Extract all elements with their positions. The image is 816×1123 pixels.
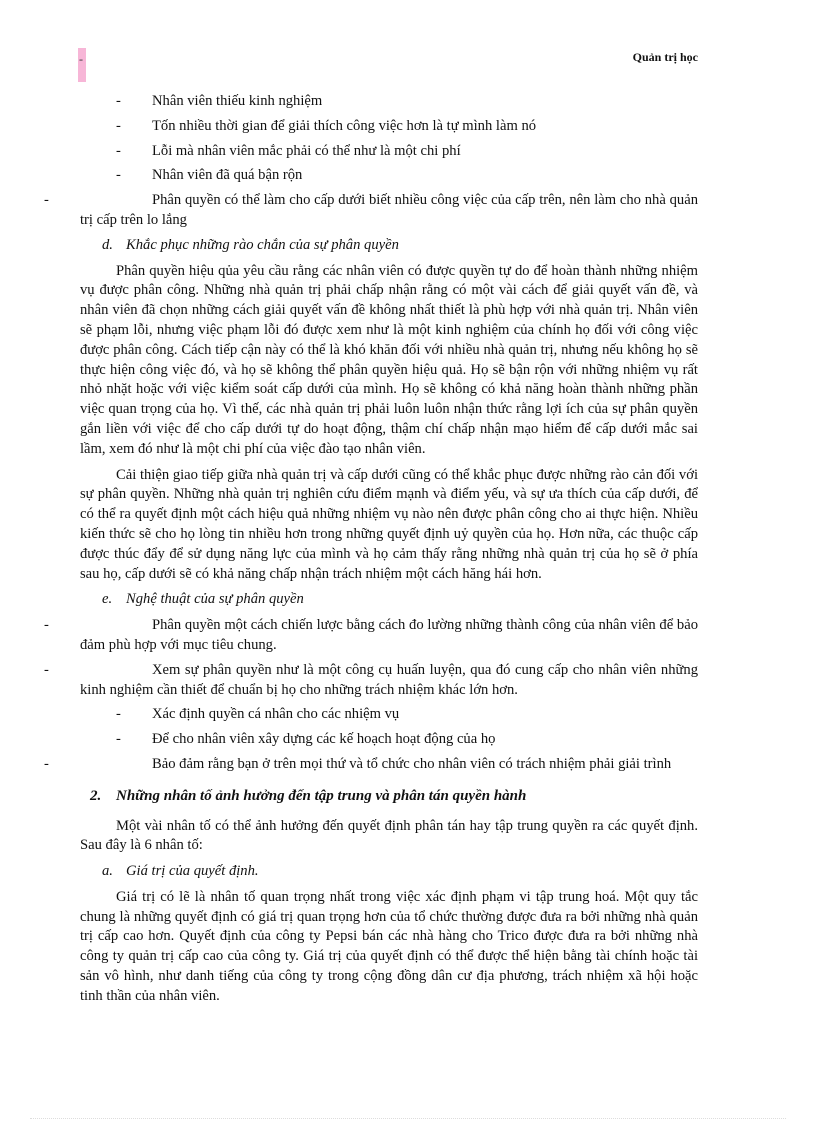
list-item-text: Tốn nhiều thời gian để giải thích công việc hơn là tự mình làm nó xyxy=(152,117,537,134)
heading-text: Giá trị của quyết định. xyxy=(126,863,259,880)
list-item xyxy=(44,616,698,656)
marker-dash: - xyxy=(79,52,83,66)
heading-text: Khắc phục những rào chắn của sự phân quyền xyxy=(126,236,399,253)
list-item xyxy=(44,661,698,701)
heading-text: Nghệ thuật của sự phân quyền xyxy=(126,591,304,608)
heading-number: 2. xyxy=(90,787,102,804)
bullet-dash: - xyxy=(44,755,49,772)
list-item xyxy=(44,755,698,775)
list-item xyxy=(44,191,698,231)
list-item xyxy=(80,142,698,162)
bullet-dash: - xyxy=(116,706,121,723)
bullet-dash: - xyxy=(44,617,49,634)
list-item-text: Xác định quyền cá nhân cho các nhiệm vụ xyxy=(152,706,400,723)
list-item-text: Nhân viên đã quá bận rộn xyxy=(152,167,303,184)
heading-text: Những nhân tố ảnh hưởng đến tập trung và phân tán quyền hành xyxy=(116,787,527,804)
list-item xyxy=(80,92,698,112)
list-item-text: Xem sự phân quyền như là một công cụ huấn luyện, qua đó cung cấp cho nhân viên những kinh nghiệm cần thiết để chuẩn bị họ cho những trách nhiệm khác lớn hơn. xyxy=(80,661,698,698)
list-item xyxy=(80,705,698,725)
subsection-heading-d xyxy=(80,236,698,256)
list-item-text: Phân quyền một cách chiến lược bằng cách đo lường những thành công của nhân viên để bảo đảm phù hợp với mục tiêu chung. xyxy=(80,617,698,653)
paragraph: Một vài nhân tố có thể ảnh hưởng đến quyết định phân tán hay tập trung quyền ra các quyết định. Sau đây là 6 nhân tố: xyxy=(80,817,698,854)
running-header: Quản trị học xyxy=(632,50,698,64)
document-body xyxy=(44,92,698,1013)
heading-number: d. xyxy=(102,236,113,253)
paragraph: Phân quyền hiệu qủa yêu cầu rằng các nhân viên có được quyền tự do để hoàn thành những nhiệm vụ được phân công. Những nhà quản trị phải chấp nhận rằng có một vài cách để giải quyết vấn đề, và nhân viên đã chọn những cách giải quyết vấn đề không nhất thiết là phù hợp với nhà quản trị. Nhân viên sẽ phạm lỗi, nhưng việc phạm lỗi đó được xem như là một kinh nghiệm của chính họ đối với công việc được phân công. Cách tiếp cận này có thể là khó khăn đối với nhiều nhà quản trị, nhưng nếu không họ sẽ thực hiện công việc đó, và họ sẽ không thể phân quyền hiệu quả. Họ sẽ bận rộn với những nhiệm vụ rất nhỏ nhặt hoặc với việc kiểm soát cấp dưới của mình. Họ sẽ không có khả năng hoàn thành những phần việc quan trọng của họ. Vì thế, các nhà quản trị phải luôn luôn nhận thức rằng lợi ích của sự phân quyền gắn liền với việc để cho cấp dưới tự do hoạt động, thậm chí chấp nhận mạo hiểm để cấp dưới mắc sai lầm, xem đó như là một chi phí của việc đào tạo nhân viên. xyxy=(80,262,698,457)
list-item xyxy=(80,730,698,750)
bullet-dash: - xyxy=(116,167,121,184)
bullet-dash: - xyxy=(116,731,121,748)
footer-divider xyxy=(30,1118,786,1119)
page-marker xyxy=(78,48,86,82)
section-heading-2 xyxy=(80,787,698,807)
list-item-text: Lỗi mà nhân viên mắc phải có thể như là một chi phí xyxy=(152,142,461,159)
list-item-text: Bảo đảm rằng bạn ở trên mọi thứ và tổ chức cho nhân viên có trách nhiệm phải giải trình xyxy=(152,755,672,772)
list-item xyxy=(80,117,698,137)
subsection-heading-a xyxy=(80,862,698,882)
bullet-dash: - xyxy=(44,661,49,678)
bullet-dash: - xyxy=(116,93,121,109)
paragraph: Giá trị có lẽ là nhân tố quan trọng nhất trong việc xác định phạm vi tập trung hoá. Một quy tắc chung là những quyết định có giá trị quan trọng hơn của tổ chức thường được đưa ra bởi những nhà quản trị cấp cao hơn. Quyết định của công ty Pepsi bán các nhà hàng cho Trico được đưa ra bởi những nhà công ty quản trị cấp cao của công ty. Giá trị của quyết định có thể được thể hiện bằng tài chính hoặc tài sản vô hình, như danh tiếng của công ty trong cộng đồng dân cư địa phương, trách nhiệm xã hội hoặc tinh thần của nhân viên. xyxy=(80,888,698,1004)
subsection-heading-e xyxy=(80,590,698,610)
paragraph: Cải thiện giao tiếp giữa nhà quản trị và cấp dưới cũng có thể khắc phục được những rào cản đối với sự phân quyền. Những nhà quản trị nghiên cứu điểm mạnh và điểm yếu, và sự ưa thích của cấp dưới, để có thể ra quyết định một cách hiệu quả những nhiệm vụ nào nên được phân công cho ai thực hiện. Nhiều kiến thức sẽ cho họ lòng tin nhiều hơn trong những quyết định uỷ quyền của họ. Hơn nữa, các thuộc cấp được thúc đẩy để sử dụng năng lực của mình và họ cảm thấy rằng những nhà quản trị của họ sẽ ở phía sau họ, cấp dưới sẽ có khả năng chấp nhận trách nhiệm một cách hăng hái hơn. xyxy=(80,466,698,582)
list-item xyxy=(80,166,698,186)
heading-number: a. xyxy=(102,863,113,880)
list-item-text: Nhân viên thiếu kinh nghiệm xyxy=(152,93,323,109)
bullet-dash: - xyxy=(44,192,49,209)
bullet-dash: - xyxy=(116,142,121,159)
list-item-text: Phân quyền có thể làm cho cấp dưới biết nhiều công việc của cấp trên, nên làm cho nhà quản trị cấp trên lo lắng xyxy=(80,192,698,228)
list-item-text: Để cho nhân viên xây dựng các kế hoạch hoạt động của họ xyxy=(152,731,496,748)
heading-number: e. xyxy=(102,591,113,608)
bullet-dash: - xyxy=(116,117,121,134)
